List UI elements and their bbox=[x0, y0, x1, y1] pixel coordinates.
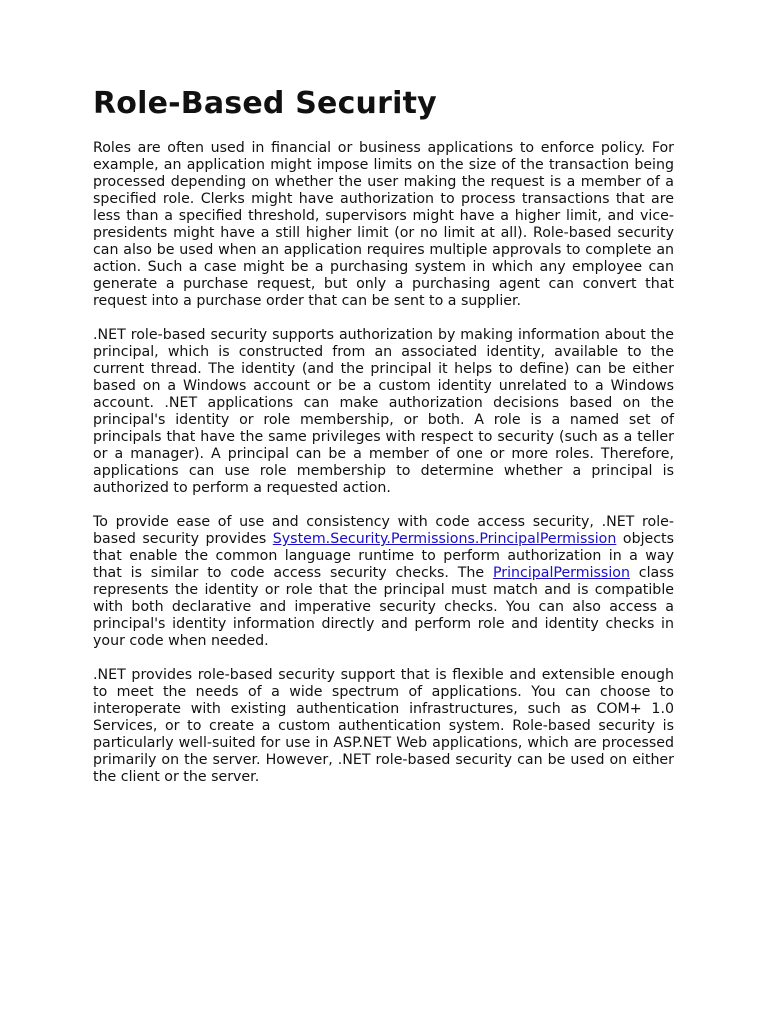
paragraph-flexible-support: .NET provides role-based security support that is flexible and extensible enough to meet the needs of a wide spectrum of applications. You can choose to interoperate with existing authentication infrastructures, such as COM+ 1.0 Services, or to create a custom authentication system. Role-based security is particularly well-suited for use in ASP.NET Web applications, which are processed primarily on the server. However, .NET role-based security can be used on either the client or the server. bbox=[93, 667, 674, 785]
principal-permission-class-link[interactable]: PrincipalPermission bbox=[492, 565, 630, 581]
paragraph-text: objects that enable the common language runtime to perform authorization in a way that is similar to code access security checks. The bbox=[93, 531, 674, 581]
principal-permission-namespace-link[interactable]: System.Security.Permissions.PrincipalPermission bbox=[272, 531, 617, 547]
paragraph-text: To provide ease of use and consistency with code access security, .NET role-based security provides bbox=[93, 514, 674, 547]
document-page bbox=[93, 86, 674, 803]
paragraph-text: class represents the identity or role that the principal must match and is compatible with both declarative and imperative security checks. You can also access a principal's identity information directly and perform role and identity checks in your code when needed. bbox=[93, 565, 674, 649]
paragraph-principal-permission bbox=[93, 514, 674, 650]
paragraph-net-role-based: .NET role-based security supports authorization by making information about the principal, which is constructed from an associated identity, available to the current thread. The identity (and the principal it helps to define) can be either based on a Windows account or be a custom identity unrelated to a Windows account. .NET applications can make authorization decisions based on the principal's identity or role membership, or both. A role is a named set of principals that have the same privileges with respect to security (such as a teller or a manager). A principal can be a member of one or more roles. Therefore, applications can use role membership to determine whether a principal is authorized to perform a requested action. bbox=[93, 327, 674, 496]
paragraph-roles-intro: Roles are often used in financial or business applications to enforce policy. For example, an application might impose limits on the size of the transaction being processed depending on whether the user making the request is a member of a specified role. Clerks might have authorization to process transactions that are less than a specified threshold, supervisors might have a higher limit, and vice-presidents might have a still higher limit (or no limit at all). Role-based security can also be used when an application requires multiple approvals to complete an action. Such a case might be a purchasing system in which any employee can generate a purchase request, but only a purchasing agent can convert that request into a purchase order that can be sent to a supplier. bbox=[93, 140, 674, 309]
page-title: Role-Based Security bbox=[93, 86, 437, 121]
